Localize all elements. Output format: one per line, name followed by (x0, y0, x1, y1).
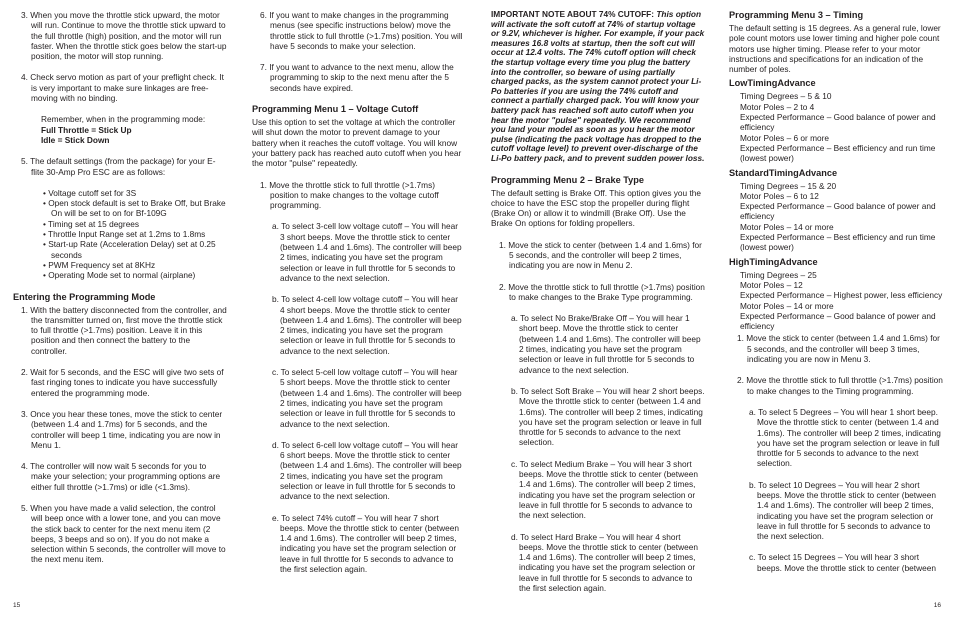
timing-line: Expected Performance – Best efficiency and run time (lowest power) (740, 142, 936, 164)
timing-line: Expected Performance – Good balance of power and efficiency (740, 201, 936, 222)
reminder-text: Remember, when in the programming mode: (41, 114, 206, 125)
section-heading: Programming Menu 1 – Voltage Cutoff (252, 104, 419, 115)
timing-line: Expected Performance – Good balance of power and efficiency (740, 310, 936, 332)
list-item: • Operating Mode set to normal (airplane) (43, 270, 196, 281)
section-intro: The default setting is 15 degrees. As a general rule, lower pole count motors use lower timing and higher pole count motors use higher timing. Please refer to your motor instructions and specifications for an indication of the number of poles. (729, 23, 941, 75)
step-7: 7. If you want to advance to the next menu, allow the programming to skip to the next menu after the 5 seconds have expired. (260, 62, 454, 93)
full-throttle-note: Full Throttle = Stick Up (41, 124, 132, 135)
entry-step-2: 2. Wait for 5 seconds, and the ESC will give two sets of fast ringing tones to indicate you have successfully entered the programming mode. (21, 367, 224, 398)
idle-note: Idle = Stick Down (41, 134, 110, 145)
entry-step-4: 4. The controller will now wait 5 seconds for you to make your selection; your programming options are either full throttle (>1.7ms) or idle (<1.3ms). (21, 461, 221, 492)
timing-line: Motor Poles – 6 or more (740, 132, 829, 143)
option-c: c. To select 15 Degrees – You will hear 3 short beeps. Move the throttle stick to center (between (749, 552, 936, 573)
step-6: 6. If you want to make changes in the programming menus (see specific instructions below) move the throttle stick to full throttle (>1.7ms) position. You will have 5 seconds to make your selection. (260, 10, 463, 51)
menu1-step-1: 1. Move the throttle stick to full throttle (>1.7ms) position to make changes to the voltage cutoff programming. (260, 179, 439, 211)
option-d: d. To select Hard Brake – You will hear 4 short beeps. Move the throttle stick to center (between 1.4 and 1.6ms). The controller will beep 2 times, indicating you have set the program selection or leave in full throttle for 5 seconds to advance to the first selection again. (511, 531, 698, 593)
column-1 (13, 10, 228, 576)
timing-line: Motor Poles – 14 or more (740, 221, 834, 232)
important-note (491, 10, 706, 164)
list-item: • Throttle Input Range set at 1.2ms to 1.8ms (43, 229, 206, 240)
column-3 (491, 10, 706, 604)
section-heading: Entering the Programming Mode (13, 291, 156, 302)
section-heading: Programming Menu 3 – Timing (729, 10, 864, 20)
page-number-left: 15 (13, 602, 21, 609)
option-a: a. To select No Brake/Brake Off – You will hear 1 short beep. Move the throttle stick to center (between 1.4 and 1.6ms). The controller will beep 2 times, indicating you have set the program selection or leave in full throttle for 5 seconds to advance to the next selection. (511, 313, 701, 375)
section-intro: Use this option to set the voltage at which the controller will shut down the motor to prevent damage to your battery when it reaches the cutoff voltage. You will know your battery pack has reached auto cutoff when you hear the motor "pulse" repeatedly. (252, 117, 462, 169)
option-b: b. To select 4-cell low voltage cutoff – You will hear 4 short beeps. Move the throttle stick to center (between 1.4 and 1.6ms). The controller will beep 2 times, indicating you have set the program selection or leave in full throttle for 5 seconds to advance to the next selection. (272, 294, 462, 356)
option-e: e. To select 74% cutoff – You will hear 7 short beeps. Move the throttle stick to center (between 1.4 and 1.6ms). The controller will beep 2 times, indicating you have set the program selection or leave in full throttle for 5 seconds to advance to the first selection again. (272, 512, 459, 575)
list-item: • Voltage cutoff set for 3S (43, 187, 137, 198)
timing-line: Timing Degrees – 25 (740, 269, 817, 280)
list-item: • Timing set at 15 degrees (43, 218, 140, 229)
important-note-body: This option will activate the soft cutoff at 74% of startup voltage or 9.2V, whichever is higher. For example, if your pack measures 16.8 volts at startup, then the soft cut will occur at 12.4 volts. The 74% cutoff option will check the startup voltage every time you plug the battery into the controller, so beware of using partially charged packs, as the system cannot protect your Li-Po batteries if you are using the 74% cutoff and connect a partially charged pack. You will know your battery pack has reached soft auto cutoff when you hear the motor "pulse" repeatedly. We recommend you land your model as soon as you hear the motor pulse (indicating the pack voltage has dropped to the cutoff voltage level) to prevent over-discharge of the Li-Po battery pack, and to prevent sudden power loss. (491, 9, 705, 163)
step-4: 4. Check servo motion as part of your preflight check. It is very important to make sure linkages are free-moving with no binding. (21, 72, 224, 104)
option-c: c. To select Medium Brake – You will hear 3 short beeps. Move the throttle stick to center (between 1.4 and 1.6ms). The controller will beep 2 times, indicating you have set the program selection or leave in full throttle for 5 seconds to advance to the next selection. (511, 458, 698, 521)
column-4 (729, 10, 943, 584)
subheading-low-timing: LowTimingAdvance (729, 78, 816, 89)
step-3: 3. When you move the throttle stick upward, the motor will run. Continue to move the throttle stick upward to the full throttle (high) position, and the motor will run faster. When the throttle stick goes below the start-up position, the motor will stop running. (21, 10, 227, 62)
menu3-step-2: 2. Move the throttle stick to full throttle (>1.7ms) position to make changes to the Timing programming. (737, 375, 943, 396)
menu2-step-1: 1. Move the stick to center (between 1.4 and 1.6ms) for 5 seconds, and the controller will beep 2 times, indicating you are now in Menu 2. (499, 239, 702, 271)
subheading-standard-timing: StandardTimingAdvance (729, 167, 838, 178)
step-5: 5. The default settings (from the package) for your E-flite 30-Amp Pro ESC are as follows: (21, 156, 216, 177)
entry-step-1: 1. With the battery disconnected from the controller, and the transmitter turned on, first move the throttle stick to full throttle (>1.7ms) position. Leave it in this position and then connect the battery to the controller. (21, 304, 227, 356)
menu2-step-2: 2. Move the throttle stick to full throttle (>1.7ms) position to make changes to the Brake Type programming. (499, 281, 705, 302)
timing-line: Expected Performance – Best efficiency and run time (lowest power) (740, 232, 936, 253)
reminder-block (13, 114, 228, 145)
timing-line: Timing Degrees – 15 & 20 (740, 180, 837, 191)
option-c: c. To select 5-cell low voltage cutoff – You will hear 5 short beeps. Move the throttle stick to center (between 1.4 and 1.6ms). The controller will beep 2 times, indicating you have set the program selection or leave in full throttle for 5 seconds to advance to the next selection. (272, 367, 462, 429)
column-2 (252, 10, 464, 585)
section-intro: The default setting is Brake Off. This option gives you the choice to have the ESC stop the propeller during flight (Brake On) or allow it to windmill (Brake Off). Use the Brake On options for folding propellers. (491, 187, 701, 229)
default-settings-list (13, 188, 228, 281)
timing-line: Expected Performance – Good balance of power and efficiency (740, 112, 936, 133)
option-d: d. To select 6-cell low voltage cutoff – You will hear 6 short beeps. Move the throttle stick to center (between 1.4 and 1.6ms). The controller will beep 2 times, indicating you have set the program selection or leave in full throttle for 5 seconds to advance to the next selection. (272, 439, 462, 502)
option-b: b. To select 10 Degrees – You will hear 2 short beeps. Move the throttle stick to center (between 1.4 and 1.6ms). The controller will beep 2 times, indicating you have set the program selection or leave in full throttle for 5 seconds to advance to the next selection. (749, 479, 936, 542)
high-timing-block (729, 270, 943, 332)
timing-line: Timing Degrees – 5 & 10 (740, 91, 832, 102)
menu3-step-1: 1. Move the stick to center (between 1.4 and 1.6ms) for 5 seconds, and the controller will beep 3 times, indicating you are now in Menu 3. (737, 333, 940, 365)
timing-line: Motor Poles – 2 to 4 (740, 101, 815, 112)
option-a: a. To select 5 Degrees – You will hear 1 short beep. Move the throttle stick to center (between 1.4 and 1.6ms). The controller will beep 2 times, indicating you have set the program selection or leave in full throttle for 5 seconds to advance to the next selection. (749, 406, 941, 469)
entry-step-3: 3. Once you hear these tones, move the stick to center (between 1.4 and 1.7ms) for 5 seconds, and the controller will beep 1 time, indicating you are now in Menu 1. (21, 408, 223, 450)
page-number-right: 16 (933, 602, 941, 609)
standard-timing-block (729, 181, 943, 253)
section-heading: Programming Menu 2 – Brake Type (491, 174, 644, 185)
option-b: b. To select Soft Brake – You will hear 2 short beeps. Move the throttle stick to center (between 1.4 and 1.6ms). The controller will beep 2 times, indicating you have set the program selection or leave in full throttle for 5 seconds to advance to the next selection. (511, 385, 705, 448)
entry-step-5: 5. When you have made a valid selection, the control will beep once with a lower tone, and you can move the stick back to center for the next menu item (2 beeps, 3 beeps and so on). If you do not make a selection within 5 seconds, the controller will move to the next menu item. (21, 502, 226, 565)
list-item: • PWM Frequency set at 8KHz (43, 259, 156, 270)
list-item: • Start-up Rate (Acceleration Delay) set at 0.25 seconds (43, 239, 216, 260)
timing-line: Expected Performance – Highest power, less efficiency (740, 290, 943, 301)
low-timing-block (729, 91, 943, 163)
important-note-lead: IMPORTANT NOTE ABOUT 74% CUTOFF: (491, 9, 655, 19)
subheading-high-timing: HighTimingAdvance (729, 256, 818, 267)
option-a: a. To select 3-cell low voltage cutoff – You will hear 3 short beeps. Move the throttle stick to center (between 1.4 and 1.6ms). The controller will beep 2 times, indicating you have set the program selection or leave in full throttle for 5 seconds to advance to the next selection. (272, 221, 462, 283)
timing-line: Motor Poles – 12 (740, 279, 803, 290)
list-item: • Open stock default is set to Brake Off, but Brake On will be set to on for Bf-109G (43, 198, 226, 219)
timing-line: Motor Poles – 6 to 12 (740, 190, 819, 201)
timing-line: Motor Poles – 14 or more (740, 300, 834, 311)
